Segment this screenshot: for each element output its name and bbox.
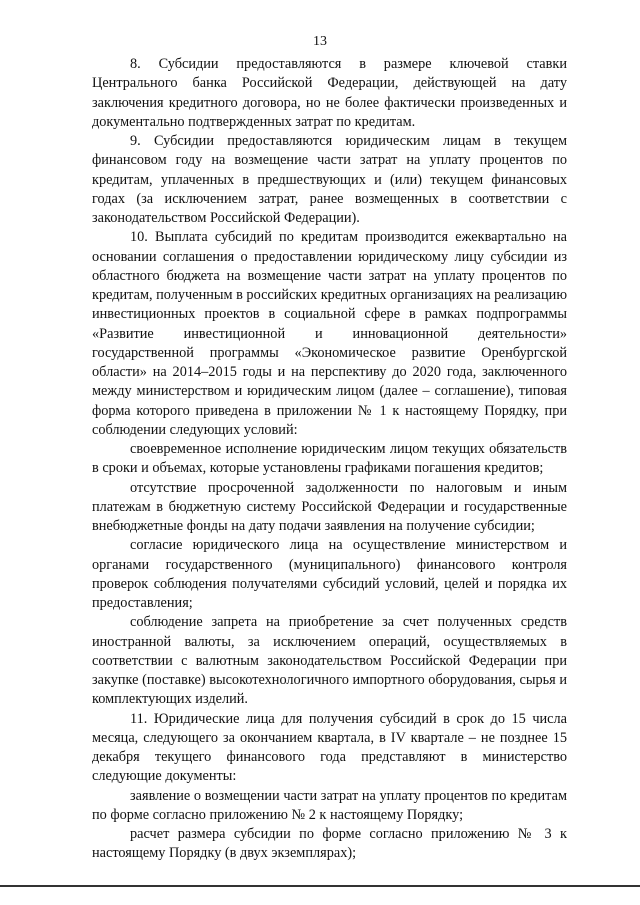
condition-timely-fulfillment: своевременное исполнение юридическим лицом текущих обязательств в сроки и объемах, которые установлены графиками погашения кредитов; xyxy=(92,441,567,477)
paragraph-8: 8. Субсидии предоставляются в размере ключевой ставки Центрального банка Российской Федерации, действующей на дату заключения кредитного договора, но не более фактически произведенных и документально подтвержденных затрат по кредитам. xyxy=(92,56,567,130)
condition-audit-consent: согласие юридического лица на осуществление министерством и органами государственного (муниципального) финансового контроля проверок соблюдения получателями субсидий условий, целей и порядка их предоставления; xyxy=(92,537,567,611)
bottom-rule xyxy=(0,885,640,887)
paragraph-10: 10. Выплата субсидий по кредитам производится ежеквартально на основании соглашения о предоставлении юридическому лицу субсидии из областного бюджета на возмещение части затрат на уплату процентов по кредитам, полученным в российских кредитных организациях на реализацию инвестиционных проектов в социальной сфере в рамках подпрограммы «Развитие инвестиционной и инновационной деятельности» государственной программы «Экономическое развитие Оренбургской области» на 2014–2015 годы и на перспективу до 2020 года, заключенного между министерством и юридическим лицом (далее – соглашение), типовая форма которого приведена в приложении № 1 к настоящему Порядку, при соблюдении следующих условий: xyxy=(92,229,568,438)
paragraph-11: 11. Юридические лица для получения субсидий в срок до 15 числа месяца, следующего за окончанием квартала, в IV квартале – не позднее 15 декабря текущего финансового года представляют в министерство следующие документы: xyxy=(92,710,567,785)
condition-currency-ban: соблюдение запрета на приобретение за счет полученных средств иностранной валюты, за исключением операций, осуществляемых в соответствии с валютным законодательством Российской Федерации при закупке (поставке) высокотехнологичного импортного оборудования, сырья и комплектующих изделий. xyxy=(92,614,567,708)
condition-no-arrears: отсутствие просроченной задолженности по налоговым и иным платежам в бюджетную систему Российской Федерации и государственные внебюджетные фонды на дату подачи заявления на получение субсидии; xyxy=(92,479,567,534)
document-calculation: расчет размера субсидии по форме согласно приложению № 3 к настоящему Порядку (в двух экземплярах); xyxy=(92,826,567,862)
document-body xyxy=(92,55,567,864)
page-number: 13 xyxy=(313,34,327,49)
document-application: заявление о возмещении части затрат на уплату процентов по кредитам по форме согласно приложению № 2 к настоящему Порядку; xyxy=(92,787,567,823)
paragraph-9: 9. Субсидии предоставляются юридическим лицам в текущем финансовом году на возмещение части затрат на уплату процентов по кредитам, уплаченных в предшествующих и (или) текущем финансовых годах (за исключением затрат, ранее возмещенных в соответствии с законодательством Российской Федерации). xyxy=(92,133,567,226)
